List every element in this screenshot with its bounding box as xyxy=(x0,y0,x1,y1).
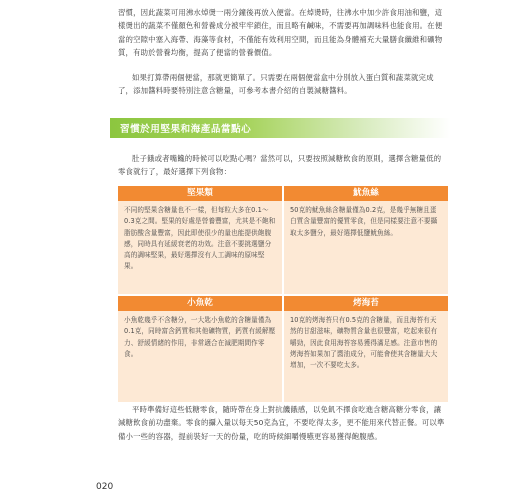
table-header-squid: 魷魚絲 xyxy=(283,186,448,201)
body-paragraph: 如果打算帶兩個便當，那就更簡單了。只需要在兩個便當盒中分別放入蛋白質和蔬菜就完成了，添加醬料時要特別注意含糖量，可參考本書介紹的自製減糖醬料。 xyxy=(118,73,434,96)
table-cell-dried-fish: 小魚乾幾乎不含糖分，一大匙小魚乾的含糖量僅為0.1克，同時富含鈣質和其他礦物質，鈣質有緩解壓力、舒緩情緒的作用，非常適合在減肥期間作零食。 xyxy=(118,311,283,402)
snack-table xyxy=(118,186,448,402)
table-cell-squid: 50克的魷魚絲含糖量僅為0.2克，是幾乎無糖且蛋白質含量豐富的優質零食，但是同樣要注意不要攝取太多鹽分，最好選擇低鹽魷魚絲。 xyxy=(283,201,448,294)
table-header-nuts: 堅果類 xyxy=(118,186,283,201)
table-header-dried-fish: 小魚乾 xyxy=(118,296,283,311)
body-paragraph: 平時準備好這些低糖零食，隨時帶在身上對抗饑餓感，以免飢不擇食吃進含糖高糖分零食，讓減糖飲食前功盡棄。零食的攝入量以每天50克為宜，不要吃得太多，更不能用來代替正餐。可以準備小一些的容器，提前裝好一天的份量，吃的時候細嚼慢嚥更容易獲得飽腹感。 xyxy=(118,405,445,441)
table-cell-nuts: 不同的堅果含糖量也不一樣，但每粒大多在0.1～0.3克之間。堅果的好處是營養豐富，尤其是不飽和脂肪酸含量豐富，因此即使很少的量也能提供飽腹感，同時具有延緩衰老的功效。注意不要挑選鹽分高的調味堅果，最好選擇沒有人工調味的原味堅果。 xyxy=(118,201,283,294)
table-cell-seaweed: 10克的烤海苔只有0.5克的含糖量，而且海苔有天然的甘甜滋味，礦物質含量也很豐富，吃起來很有嚼勁，因此食用海苔容易獲得滿足感。注意市售的烤海苔如果加了醬油成分，可能會使其含糖量大大增加，一次不要吃太多。 xyxy=(283,311,448,402)
table-header-seaweed: 烤海苔 xyxy=(283,296,448,311)
section-heading-bar xyxy=(110,118,450,138)
page-number: 020 xyxy=(96,482,114,492)
body-paragraph: 肚子餓或者嘴饞的時候可以吃點心嗎？當然可以，只要按照減糖飲食的原則，選擇含糖量低的零食就行了，最好選擇下列食物： xyxy=(118,154,442,177)
section-title: 習慣於用堅果和海產品當點心 xyxy=(120,124,252,135)
body-paragraph: 習慣，因此蔬菜可用沸水焯燙一兩分鐘後再放入便當。在焯燙時，往沸水中加少許食用油和鹽，這樣燙出的蔬菜不僅顏色和營養成分被牢牢鎖住，而且略有鹹味，不需要再加調味料也能食用。在便當的空隙中塞入海帶、海藻等食材，不僅能有效利用空間，而且能為身體補充大量膳食纖維和礦物質，有助於營養均衡，提高了便當的營養價值。 xyxy=(118,8,443,58)
